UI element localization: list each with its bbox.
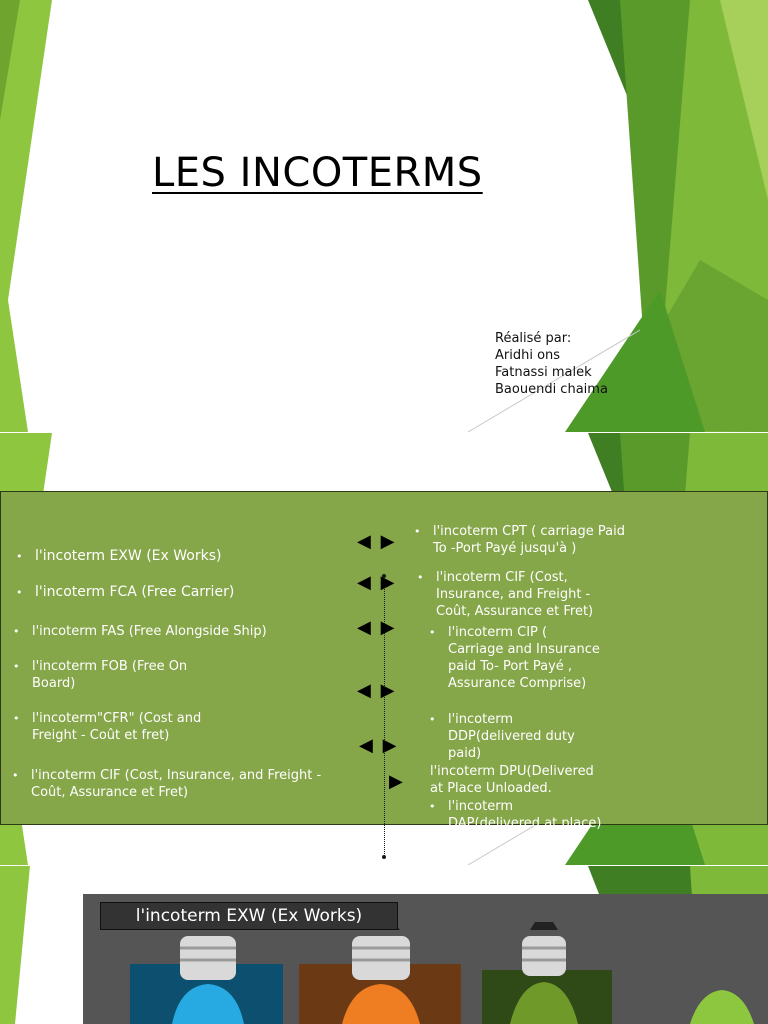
exw-slide: [0, 866, 768, 1024]
bullet: •: [429, 800, 436, 813]
list-item-text: l'incoterm DDP(delivered duty paid): [448, 712, 575, 761]
bullet: •: [429, 713, 436, 726]
divider-dot: [382, 855, 386, 859]
list-item-text: l'incoterm FOB (Free On Board): [32, 659, 188, 691]
list-item: [414, 523, 633, 557]
author-name: Fatnassi malek: [495, 365, 592, 380]
title-slide: [0, 0, 768, 432]
list-item: [13, 623, 332, 640]
bulb-illustration: [0, 866, 768, 1024]
list-item-text: l'incoterm FCA (Free Carrier): [35, 584, 235, 600]
list-item: [429, 711, 588, 762]
list-item-text: l'incoterm CIF (Cost, Insurance, and Freight - Coût, Assurance et Fret): [31, 768, 322, 800]
list-item: [429, 798, 608, 832]
bullet: •: [429, 626, 436, 639]
bullet: •: [414, 525, 421, 538]
authors-block: [495, 330, 608, 398]
bullet: •: [13, 712, 20, 725]
arrow-right: ▶: [389, 771, 405, 792]
bullet: •: [13, 625, 20, 638]
arrow-pair: ◀ ▶: [357, 531, 397, 552]
list-item-text: l'incoterm CIP ( Carriage and Insurance paid To- Port Payé , Assurance Comprise): [448, 625, 600, 691]
authors-heading: Réalisé par:: [495, 331, 572, 346]
bullet: •: [417, 571, 424, 584]
list-item-text: l'incoterm DPU(Delivered at Place Unloaded.: [430, 764, 594, 796]
page-title: LES INCOTERMS: [152, 150, 483, 196]
author-name: Aridhi ons: [495, 348, 561, 363]
list-item: [417, 569, 611, 620]
author-name: Baouendi chaima: [495, 382, 608, 397]
content-panel: [0, 491, 768, 831]
bullet: •: [12, 769, 19, 782]
bullet: •: [16, 550, 23, 563]
list-item: [430, 763, 600, 797]
incoterms-list-slide: [0, 433, 768, 865]
arrow-pair: ◀ ▶: [359, 735, 399, 756]
list-item: [16, 548, 335, 565]
list-item-text: l'incoterm CIF (Cost, Insurance, and Freight - Coût, Assurance et Fret): [436, 570, 594, 619]
list-item-text: l'incoterm EXW (Ex Works): [35, 548, 222, 564]
bullet: •: [16, 586, 23, 599]
list-item: [13, 658, 202, 692]
list-item: [429, 624, 606, 692]
green-decoration: [0, 0, 768, 432]
arrow-pair: ◀ ▶: [357, 572, 397, 593]
list-item-text: l'incoterm DAP(delivered at place): [448, 799, 602, 831]
section-label: l'incoterm EXW (Ex Works): [100, 902, 398, 930]
list-item: [12, 767, 331, 801]
list-item-text: l'incoterm CPT ( carriage Paid To -Port Payé jusqu'à ): [433, 524, 625, 556]
list-item-text: l'incoterm"CFR" (Cost and Freight - Coût et fret): [32, 711, 202, 743]
list-item: [16, 584, 335, 601]
bullet: •: [13, 660, 20, 673]
arrow-pair: ◀ ▶: [357, 680, 397, 701]
arrow-pair: ◀ ▶: [357, 617, 397, 638]
list-item-text: l'incoterm FAS (Free Alongside Ship): [32, 624, 267, 639]
list-item: [13, 710, 212, 744]
